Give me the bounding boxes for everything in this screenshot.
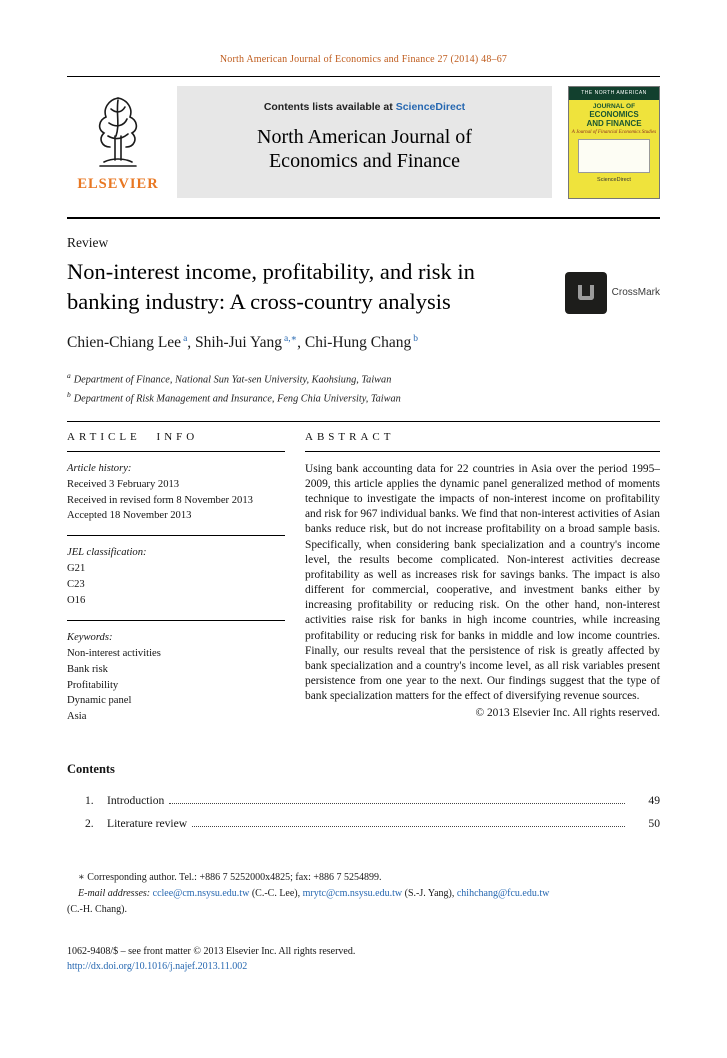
author-affiliation-mark: a <box>183 333 188 344</box>
keyword-item: Asia <box>67 711 87 723</box>
affiliation-text: Department of Finance, National Sun Yat-sen University, Kaohsiung, Taiwan <box>73 374 392 386</box>
issn-copyright-line: 1062-9408/$ – see front matter © 2013 Elsevier Inc. All rights reserved. <box>67 945 356 957</box>
corresponding-author-text: Corresponding author. Tel.: +886 7 5252000x4825; fax: +886 7 5254899. <box>87 871 382 883</box>
elsevier-wordmark: ELSEVIER <box>77 176 159 192</box>
jel-classification-block <box>67 536 285 620</box>
contents-prefix: Contents lists available at <box>263 101 396 113</box>
author-affiliation-mark: a,∗ <box>284 333 298 344</box>
article-title-line1: Non-interest income, profitability, and risk in <box>67 259 475 284</box>
affiliation-line <box>67 370 660 389</box>
top-rule <box>67 76 660 77</box>
affiliation-line <box>67 389 660 408</box>
toc-entry-page: 50 <box>648 817 660 831</box>
crossmark-badge[interactable] <box>565 269 660 317</box>
toc-entry-number: 2. <box>85 817 94 831</box>
journal-cover-thumbnail[interactable] <box>568 86 660 199</box>
toc-entry-page: 49 <box>648 794 660 808</box>
keyword-item: Profitability <box>67 679 119 691</box>
journal-title-line2: Economics and Finance <box>268 149 461 172</box>
article-title-line2: banking industry: A cross-country analysis <box>67 288 451 314</box>
cover-band-text: THE NORTH AMERICAN <box>569 87 659 100</box>
email-link[interactable]: cclee@cm.nsysu.edu.tw <box>152 887 250 899</box>
history-item: Received in revised form 8 November 2013 <box>67 494 253 506</box>
email-addresses-label: E-mail addresses: <box>78 887 151 899</box>
email-owner: (C.-C. Lee), <box>249 887 303 899</box>
abstract-heading: ABSTRACT <box>305 430 395 443</box>
author-name: Chien-Chiang Lee <box>67 334 182 351</box>
keywords-block <box>67 621 285 736</box>
toc-entry-introduction[interactable] <box>67 789 660 812</box>
masthead <box>67 86 660 199</box>
email-addresses-line <box>67 886 660 902</box>
cover-inset-box <box>578 139 650 173</box>
jel-code: G21 <box>67 563 86 575</box>
imprint-block <box>67 944 660 975</box>
email-owner: (S.-J. Yang), <box>402 887 457 899</box>
toc-entry-title: Introduction <box>107 794 165 808</box>
jel-code: O16 <box>67 595 86 607</box>
crossmark-label: CrossMark <box>611 287 660 299</box>
masthead-bottom-rule <box>67 217 660 219</box>
cover-title-line2: ECONOMICS <box>589 110 639 119</box>
journal-banner <box>177 86 552 198</box>
history-item: Received 3 February 2013 <box>67 478 180 490</box>
journal-title <box>185 126 544 173</box>
affiliation-mark: b <box>67 389 71 399</box>
affiliations <box>67 370 660 408</box>
author-name: Chi-Hung Chang <box>304 334 412 351</box>
toc-entry-number: 1. <box>85 794 94 808</box>
email-link[interactable]: mrytc@cm.nsysu.edu.tw <box>302 887 403 899</box>
contents-line <box>185 101 544 113</box>
section-label: Review <box>67 235 109 250</box>
abstract-text: Using bank accounting data for 22 countries in Asia over the period 1995–2009, this article applies the dynamic panel generalized method of moments technique to investigate the impacts of non-interest income on profitability and risk for 967 individual banks. We find that non-interest activities of Asian banks reduce risk, but do not increase profitability on a broad sample basis. Specifically, when considering bank specialization and a country's income level, the results become complicated. Non-interest activities decrease profitability as well as increases risk for savings banks. The impact is also different for commercial, cooperative, and investment banks either by increasing profitability or reducing risk. On the other hand, non-interest activities raise risk for banks in high income countries, while increasing profitability or reducing risk for banks in middle and low income countries. Finally, our results reveal that the persistence of risk is greatly affected by bank specialization and a country's income level, as all risk variables present persistence from one year to the next. Our findings suggest that the type of bank specialization matters for the effect of diversifying revenue sources. <box>305 462 660 703</box>
elsevier-tree-icon <box>82 90 154 174</box>
copyright-notice: © 2013 Elsevier Inc. All rights reserved. <box>475 707 660 720</box>
cover-subtitle: A Journal of Financial Economics Studies <box>571 130 657 136</box>
elsevier-logo <box>67 86 169 193</box>
email-link[interactable]: chihchang@fcu.edu.tw <box>456 887 550 899</box>
journal-title-line1: North American Journal of <box>257 126 472 148</box>
journal-citation-link[interactable]: North American Journal of Economics and Finance 27 (2014) 48–67 <box>219 54 508 65</box>
author-separator: , <box>297 334 305 351</box>
affiliation-text: Department of Risk Management and Insurance, Feng Chia University, Taiwan <box>73 393 401 405</box>
corresponding-author-footnote <box>67 870 660 886</box>
jel-code: C23 <box>67 579 85 591</box>
cover-sciencedirect-label: ScienceDirect <box>597 177 631 184</box>
keywords-label: Keywords: <box>67 631 113 643</box>
title-row <box>67 257 660 317</box>
article-info-column <box>67 422 285 736</box>
author-separator: , <box>187 334 196 351</box>
toc-dot-leader <box>169 803 625 804</box>
toc-entry-title: Literature review <box>107 817 188 831</box>
contents-heading: Contents <box>67 762 115 777</box>
footnote-star: ∗ <box>78 871 85 883</box>
article-info-heading: ARTICLE INFO <box>67 430 199 443</box>
article-history-block <box>67 452 285 536</box>
keyword-item: Dynamic panel <box>67 695 132 707</box>
cover-title-line1: JOURNAL OF <box>592 103 636 110</box>
toc-entry-literature-review[interactable] <box>67 812 660 835</box>
article-history-label: Article history: <box>67 462 132 474</box>
affiliation-mark: a <box>67 371 71 380</box>
cover-title-line3: AND FINANCE <box>586 119 642 129</box>
keyword-item: Non-interest activities <box>67 647 161 659</box>
table-of-contents <box>67 789 660 835</box>
history-item: Accepted 18 November 2013 <box>67 510 192 522</box>
author-affiliation-mark: b <box>413 333 418 344</box>
abstract-column <box>305 422 660 736</box>
email-owner-tail: (C.-H. Chang). <box>67 903 127 915</box>
info-abstract-columns <box>67 422 660 736</box>
article-title <box>67 257 475 317</box>
keyword-item: Bank risk <box>67 663 108 675</box>
sciencedirect-link[interactable]: ScienceDirect <box>395 101 466 113</box>
crossmark-glyph <box>578 285 594 300</box>
author-name: Shih-Jui Yang <box>195 334 283 351</box>
footnote-block <box>67 870 660 918</box>
author-line <box>67 333 660 352</box>
doi-link[interactable]: http://dx.doi.org/10.1016/j.najef.2013.11.002 <box>67 961 248 973</box>
toc-dot-leader <box>192 826 625 827</box>
crossmark-icon <box>565 272 607 314</box>
jel-label: JEL classification: <box>67 547 147 559</box>
